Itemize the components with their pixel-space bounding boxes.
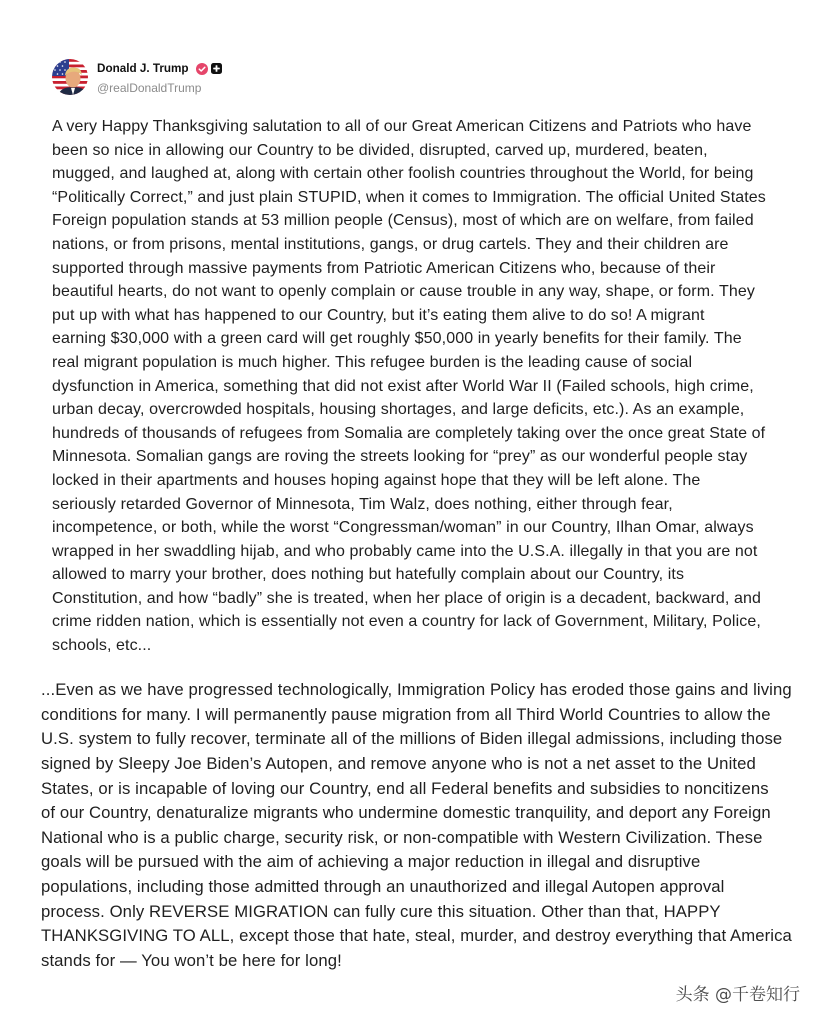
post-text-line: Minnesota. Somalian gangs are roving the streets looking for “prey” as our wonderful people stay <box>52 448 748 466</box>
post-text-line: mugged, and laughed at, along with certain other foolish countries throughout the World, for being <box>52 165 754 183</box>
post-text-line: National who is a public charge, security risk, or non-compatible with Western Civilization. These <box>41 827 763 847</box>
post-text-line: hundreds of thousands of refugees from Somalia are completely taking over the once great State of <box>52 424 766 442</box>
post-text-line: supported through massive payments from Patriotic American Citizens who, because of their <box>52 259 716 277</box>
post-text-line: incompetence, or both, while the worst “Congressman/woman” in our Country, Ilhan Omar, always <box>52 519 754 537</box>
post-text-line: populations, including those admitted through an unauthorized and illegal Autopen approval <box>41 877 725 896</box>
post-text-line: States, or is incapable of loving our Country, end all Federal benefits and subsidies to noncitizens <box>41 778 769 798</box>
author-handle[interactable]: @realDonaldTrump <box>97 81 202 95</box>
post-text-line: wrapped in her swaddling hijab, and who probably came into the U.S.A. illegally in that you are not <box>52 542 758 560</box>
avatar[interactable] <box>52 59 88 95</box>
post-text-line: “Politically Correct,” and just plain STUPID, when it comes to Immigration. The official United States <box>52 188 766 206</box>
square-plus-badge-icon <box>211 63 222 74</box>
post-text-line: urban decay, overcrowded hospitals, housing shortages, and large deficits, etc.). As an example, <box>52 401 745 419</box>
post-text-line: nations, or from prisons, mental institutions, gangs, or drug cartels. They and their children are <box>52 235 729 253</box>
post-text-line: of our Country, denaturalize migrants who undermine domestic tranquility, and deport any Foreign <box>41 803 771 823</box>
author-display-name[interactable]: Donald J. Trump <box>97 62 189 75</box>
verified-badge-icon <box>196 63 208 75</box>
avatar-portrait-icon <box>52 59 88 95</box>
post-text-line: real migrant population is much higher. This refugee burden is the leading cause of social <box>52 353 693 371</box>
post-text-line: ...Even as we have progressed technologically, Immigration Policy has eroded those gains and living <box>41 680 792 699</box>
post-text-line: beautiful hearts, do not want to openly complain or cause trouble in any way, shape, or form. They <box>52 283 755 301</box>
post-text-line: goals will be pursued with the aim of achieving a major reduction in illegal and disruptive <box>41 852 701 872</box>
post-text-line: dysfunction in America, something that did not exist after World War II (Failed schools, high crime, <box>52 377 754 395</box>
post-text-line: conditions for many. I will permanently pause migration from all Third World Countries to allow the <box>41 704 771 724</box>
watermark: 头条 @千卷知行 <box>675 985 800 1005</box>
post-text-line: Constitution, and how “badly” she is treated, when her place of origin is a decadent, backward, and <box>52 589 761 607</box>
post-text-line: process. Only REVERSE MIGRATION can fully cure this situation. Other than that, HAPPY <box>41 901 721 921</box>
post-text-line: crime ridden nation, which is essentially not even a country for lack of Government, Military, Police, <box>52 613 761 631</box>
post-text-line: put up with what has happened to our Country, but it’s eating them alive to do so! A migrant <box>52 306 705 324</box>
post-paragraph-1 <box>52 115 766 658</box>
post-text-line: allowed to marry your brother, does nothing but hatefully complain about our Country, its <box>52 566 685 584</box>
post-text-line: U.S. system to fully recover, terminate all of the millions of Biden illegal admissions, including those <box>41 729 783 749</box>
post-text-line: stands for — You won’t be here for long! <box>41 950 342 970</box>
post-text-line: Foreign population stands at 53 million people (Census), most of which are on welfare, from failed <box>52 212 754 230</box>
post-text-line: schools, etc... <box>52 637 152 655</box>
post-text-line: locked in their apartments and houses hoping against hope that they will be left alone. The <box>52 471 701 489</box>
post-text-line: been so nice in allowing our Country to be divided, disrupted, carved up, murdered, beaten, <box>52 141 708 159</box>
post-paragraph-2 <box>41 678 792 974</box>
post-text-line: A very Happy Thanksgiving salutation to all of our Great American Citizens and Patriots who have <box>52 118 752 135</box>
post-text-line: earning $30,000 with a green card will get roughly $50,000 in yearly benefits for their family. The <box>52 330 742 348</box>
post-text-line: signed by Sleepy Joe Biden’s Autopen, and remove anyone who is not a net asset to the United <box>41 753 756 773</box>
post-text-line: THANKSGIVING TO ALL, except those that hate, steal, murder, and destroy everything that America <box>41 926 792 946</box>
post-text-line: seriously retarded Governor of Minnesota, Tim Walz, does nothing, either through fear, <box>52 495 673 513</box>
